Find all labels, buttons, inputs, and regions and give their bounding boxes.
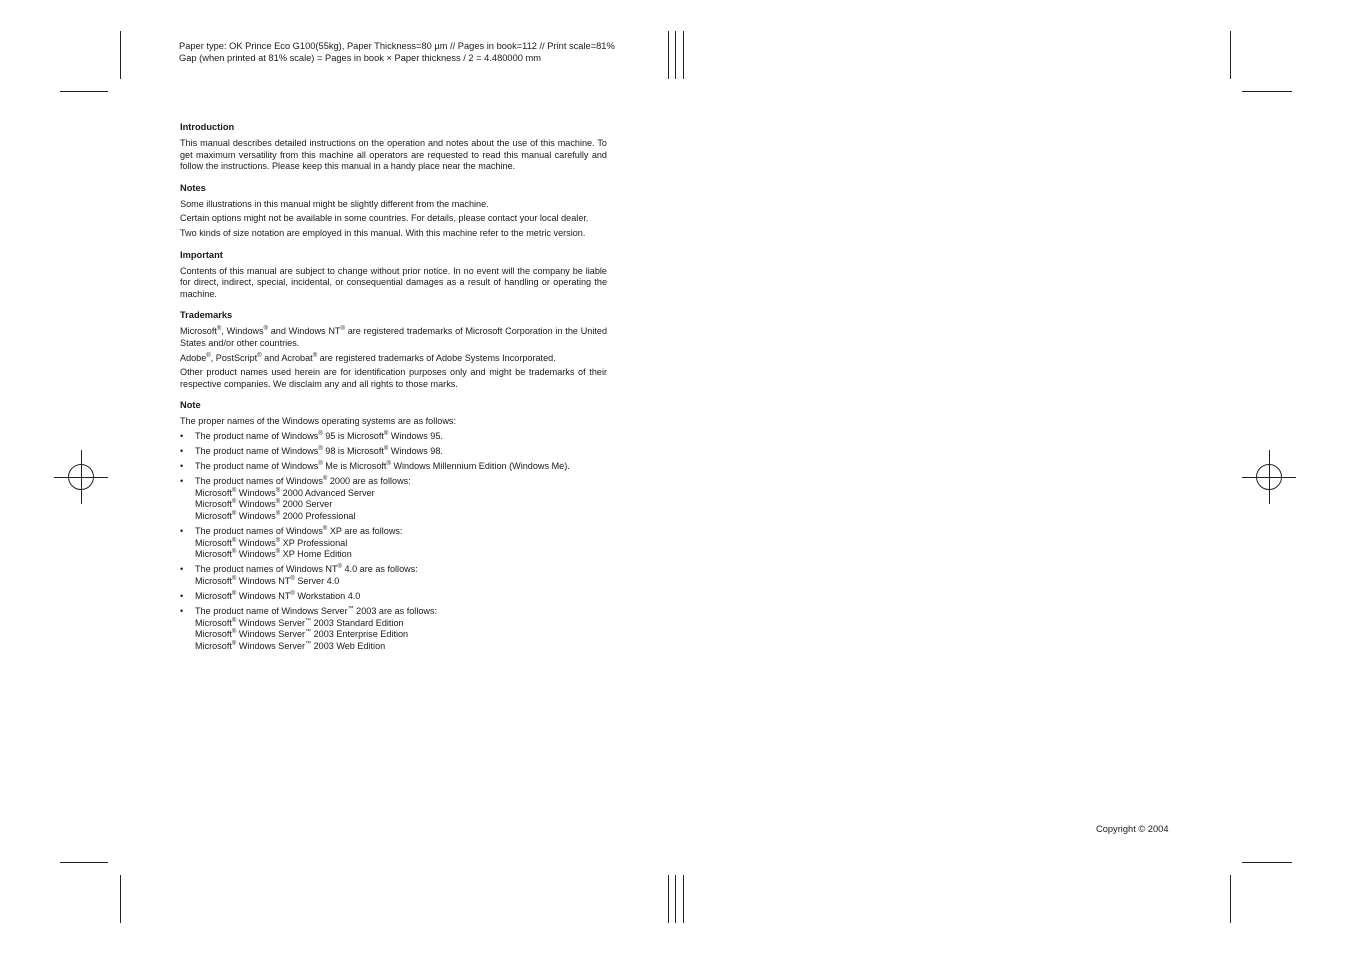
list-item: • The product name of Windows® 95 is Microsoft® Windows 95. — [180, 430, 443, 441]
trademarks-paragraph: Other product names used herein are for identification purposes only and might be trademarks of their respective companies. We disclaim any and all rights to those marks. — [180, 367, 607, 389]
crop-mark — [120, 875, 121, 923]
introduction-text: This manual describes detailed instructions on the operation and notes about the use of this machine. To get maximum versatility from this machine all operators are requested to read this manual carefully and follow the instructions. Please keep this manual in a handy place near the machine. — [180, 138, 607, 172]
copyright-notice: Copyright © 2004 — [1096, 824, 1169, 834]
notes-paragraph: Some illustrations in this manual might be slightly different from the machine. — [180, 198, 489, 209]
bullet-icon: • — [180, 430, 184, 441]
notes-section — [180, 182, 607, 240]
fold-mark — [683, 875, 684, 923]
note-intro: The proper names of the Windows operating systems are as follows: — [180, 416, 456, 427]
fold-mark — [675, 875, 676, 923]
note-section — [180, 399, 607, 652]
crop-mark — [1242, 862, 1292, 863]
trademarks-heading: Trademarks — [180, 310, 233, 321]
print-info-header — [179, 40, 615, 64]
fold-mark — [675, 31, 676, 79]
introduction-section — [180, 121, 607, 173]
notes-paragraph: Certain options might not be available in some countries. For details, please contact your local dealer. — [180, 213, 589, 224]
list-item: • The product names of Windows® XP are as follows: Microsoft® Windows® XP Professional Microsoft® Windows® XP Home Edition — [180, 526, 403, 560]
bullet-icon: • — [180, 461, 184, 472]
bullet-icon: • — [180, 591, 184, 602]
print-info-line-2: Gap (when printed at 81% scale) = Pages in book × Paper thickness / 2 = 4.480000 mm — [179, 53, 542, 63]
list-item: • The product name of Windows Server™ 2003 are as follows: Microsoft® Windows Server™ 2003 Standard Edition Microsoft® Windows Server™ 2003 Enterprise Edition Microsoft® Windows Server™ 2003 Web Edition — [180, 606, 438, 651]
bullet-icon: • — [180, 606, 184, 617]
trademarks-paragraph: Microsoft®, Windows® and Windows NT® are registered trademarks of Microsoft Corporation in the United States and/or other countries. — [180, 326, 608, 348]
print-info-line-1: Paper type: OK Prince Eco G100(55kg), Paper Thickness=80 µm // Pages in book=112 // Print scale=81% — [179, 41, 615, 51]
fold-mark — [683, 31, 684, 79]
crop-mark — [1242, 91, 1292, 92]
list-item: • The product names of Windows® 2000 are as follows: Microsoft® Windows® 2000 Advanced Server Microsoft® Windows® 2000 Server Microsoft® Windows® 2000 Professional — [180, 476, 411, 521]
crop-mark — [120, 31, 121, 79]
important-text: Contents of this manual are subject to change without prior notice. In no event will the company be liable for direct, indirect, special, incidental, or consequential damages as a result of handling or operating the machine. — [180, 265, 607, 299]
fold-mark — [668, 875, 669, 923]
introduction-heading: Introduction — [180, 122, 235, 132]
os-name-list — [180, 431, 607, 653]
front-matter — [180, 121, 607, 662]
list-item: • The product names of Windows NT® 4.0 are as follows: Microsoft® Windows NT® Server 4.0 — [180, 564, 418, 586]
note-heading: Note — [180, 400, 201, 411]
fold-mark — [668, 31, 669, 79]
crop-mark — [60, 862, 108, 863]
list-item: • The product name of Windows® Me is Microsoft® Windows Millennium Edition (Windows Me). — [180, 461, 570, 472]
trademarks-section — [180, 309, 607, 390]
bullet-icon: • — [180, 476, 184, 487]
trademarks-paragraph: Adobe®, PostScript® and Acrobat® are registered trademarks of Adobe Systems Incorporated. — [180, 352, 556, 363]
crop-mark — [60, 91, 108, 92]
bullet-icon: • — [180, 446, 184, 456]
crop-mark — [1230, 875, 1231, 923]
list-item: • The product name of Windows® 98 is Microsoft® Windows 98. — [180, 446, 443, 456]
list-item: • Microsoft® Windows NT® Workstation 4.0 — [180, 591, 361, 602]
notes-paragraph: Two kinds of size notation are employed in this manual. With this machine refer to the metric version. — [180, 227, 586, 238]
bullet-icon: • — [180, 526, 184, 537]
important-section — [180, 249, 607, 301]
important-heading: Important — [180, 249, 223, 260]
bullet-icon: • — [180, 564, 184, 575]
crop-mark — [1230, 31, 1231, 79]
notes-heading: Notes — [180, 182, 206, 193]
